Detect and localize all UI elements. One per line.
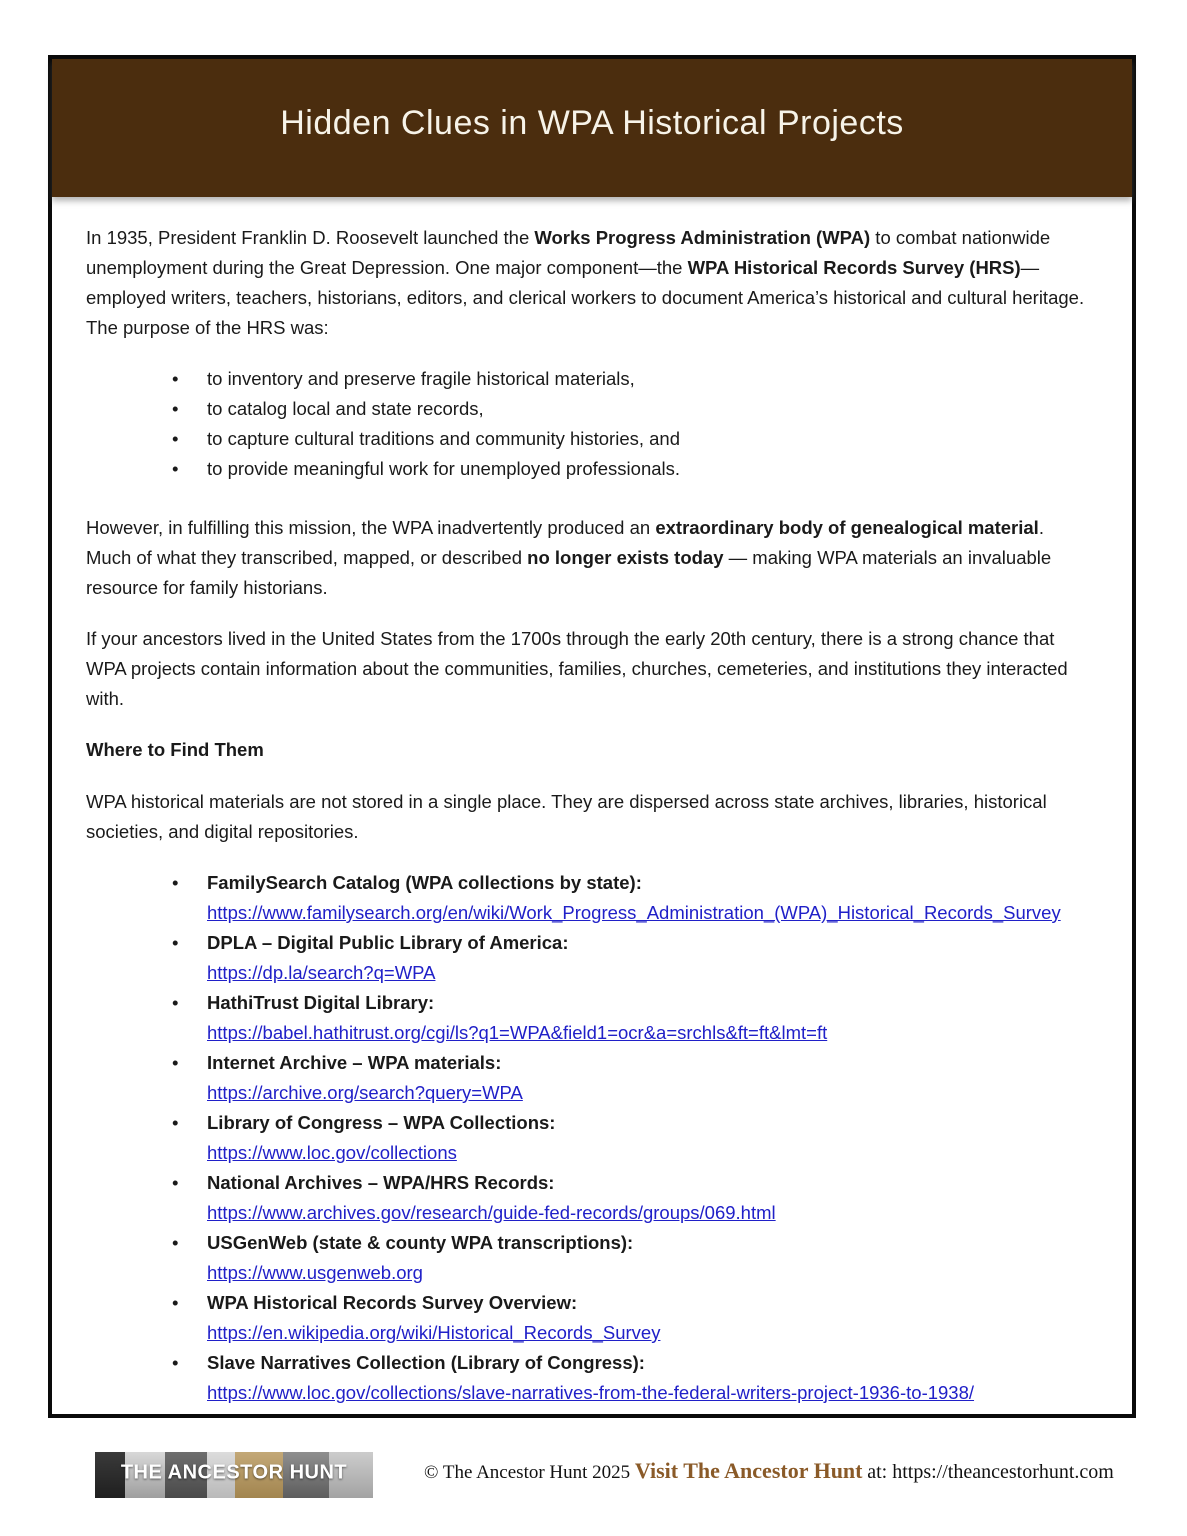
paragraph-wpa-intro: In 1935, President Franklin D. Roosevelt launched the Works Progress Administration (WPA) to combat nationwide unemployment during the Great Depression. One major component—the WPA Historical Records Survey (HRS)—employed writers, teachers, historians, editors, and clerical workers to document America’s historical and cultural heritage. The purpose of the HRS was: bbox=[86, 227, 1085, 338]
list-item: • to provide meaningful work for unemployed professionals. bbox=[86, 454, 1092, 484]
resource-link[interactable]: https://dp.la/search?q=WPA bbox=[207, 962, 436, 983]
paragraph-genealogical-material: However, in fulfilling this mission, the WPA inadvertently produced an extraordinary body of genealogical material. Much of what they transcribed, mapped, or described no longer exists today — making WPA materials an invaluable resource for family historians. bbox=[86, 517, 1052, 598]
resource-title: • Library of Congress – WPA Collections: bbox=[207, 1112, 556, 1133]
title-banner bbox=[52, 59, 1132, 197]
list-item: • to inventory and preserve fragile historical materials, bbox=[86, 364, 1092, 394]
resource-title: • Internet Archive – WPA materials: bbox=[207, 1052, 502, 1073]
resource-title: • DPLA – Digital Public Library of America: bbox=[207, 932, 569, 953]
resource-title: • FamilySearch Catalog (WPA collections by state): bbox=[207, 872, 642, 893]
resource-title: • Slave Narratives Collection (Library of Congress): bbox=[207, 1352, 645, 1373]
paragraph-ancestors: If your ancestors lived in the United States from the 1700s through the early 20th century, there is a strong chance that WPA projects contain information about the communities, families, churches, cemeteries, and institutions they interacted with. bbox=[86, 628, 1068, 709]
copyright-text: © The Ancestor Hunt 2025 bbox=[424, 1462, 631, 1483]
resource-title: • National Archives – WPA/HRS Records: bbox=[207, 1172, 555, 1193]
list-item bbox=[86, 1288, 1092, 1348]
page-title: Hidden Clues in WPA Historical Projects bbox=[280, 103, 904, 142]
section-heading-where-to-find: Where to Find Them bbox=[86, 739, 264, 760]
list-item bbox=[86, 1348, 1092, 1408]
page-footer bbox=[0, 1444, 1187, 1508]
resource-link[interactable]: https://www.familysearch.org/en/wiki/Work_Progress_Administration_(WPA)_Historical_Records_Survey bbox=[207, 902, 1061, 923]
footer-credit bbox=[424, 1458, 1114, 1484]
list-item bbox=[86, 868, 1092, 928]
resource-link[interactable]: https://www.loc.gov/collections/slave-narratives-from-the-federal-writers-project-1936-to-1938/ bbox=[207, 1382, 975, 1403]
resource-link[interactable]: https://www.usgenweb.org bbox=[207, 1262, 423, 1283]
resource-link[interactable]: https://babel.hathitrust.org/cgi/ls?q1=WPA&field1=ocr&a=srchls&ft=ft&lmt=ft bbox=[207, 1022, 828, 1043]
ancestor-hunt-logo bbox=[95, 1452, 373, 1498]
list-item: • to catalog local and state records, bbox=[86, 394, 1092, 424]
document-page bbox=[48, 55, 1136, 1418]
paragraph-where-intro: WPA historical materials are not stored in a single place. They are dispersed across state archives, libraries, historical societies, and digital repositories. bbox=[86, 791, 1047, 842]
list-item: • to capture cultural traditions and community histories, and bbox=[86, 424, 1092, 454]
resource-link[interactable]: https://en.wikipedia.org/wiki/Historical_Records_Survey bbox=[207, 1322, 661, 1343]
list-item bbox=[86, 1108, 1092, 1168]
list-item bbox=[86, 988, 1092, 1048]
resource-link[interactable]: https://archive.org/search?query=WPA bbox=[207, 1082, 523, 1103]
list-item bbox=[86, 928, 1092, 988]
resource-title: • HathiTrust Digital Library: bbox=[207, 992, 435, 1013]
list-item bbox=[86, 1168, 1092, 1228]
resource-title: • WPA Historical Records Survey Overview: bbox=[207, 1292, 578, 1313]
list-item bbox=[86, 1048, 1092, 1108]
resource-link[interactable]: https://www.archives.gov/research/guide-fed-records/groups/069.html bbox=[207, 1202, 776, 1223]
visit-url-text: at: https://theancestorhunt.com bbox=[867, 1461, 1114, 1483]
resource-link[interactable]: https://www.loc.gov/collections bbox=[207, 1142, 457, 1163]
visit-label: Visit The Ancestor Hunt bbox=[634, 1458, 863, 1483]
hrs-purpose-list bbox=[86, 364, 1092, 484]
logo-text: THE ANCESTOR HUNT bbox=[120, 1461, 348, 1484]
document-body bbox=[52, 197, 1132, 1408]
resource-title: • USGenWeb (state & county WPA transcriptions): bbox=[207, 1232, 634, 1253]
list-item bbox=[86, 1228, 1092, 1288]
resource-links-list bbox=[86, 868, 1092, 1408]
